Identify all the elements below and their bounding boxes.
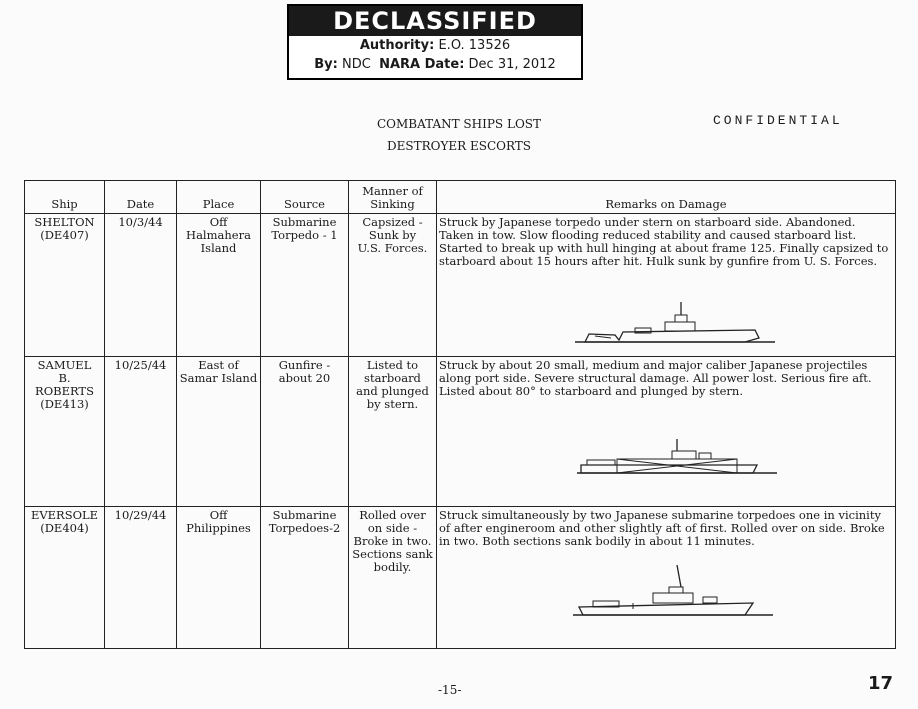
remarks-cell: [437, 357, 896, 507]
table-row: [25, 507, 896, 649]
manner-cell: [349, 357, 437, 507]
ship-name: SAMUEL: [37, 358, 92, 372]
place-line: Philippines: [186, 521, 251, 535]
stamp-authority-value: E.O. 13526: [438, 38, 511, 53]
ship-name-3: ROBERTS: [35, 384, 94, 398]
date-cell: 10/25/44: [105, 357, 177, 507]
document-title: COMBATANT SHIPS LOST: [376, 117, 542, 131]
stamp-by-label: By:: [314, 57, 338, 72]
date-cell: 10/29/44: [105, 507, 177, 649]
remarks-cell: [437, 214, 896, 357]
place-line: Samar Island: [179, 371, 258, 385]
stamp-title: DECLASSIFIED: [289, 6, 581, 36]
manner-cell: [349, 507, 437, 649]
ship-damage-sketch: [573, 563, 773, 623]
manner-line: Rolled over: [359, 508, 426, 522]
table-header-row: [25, 181, 896, 214]
col-header-remarks: Remarks on Damage: [437, 181, 896, 214]
stamp-authority-label: Authority:: [359, 38, 435, 53]
remarks-text: Struck simultaneously by two Japanese submarine torpedoes one in vicinity of after engineroom and other slightly aft of first. Rolled over on side. Broke in two. Both sections sank bodily in about 11 minutes.: [439, 508, 885, 548]
source-cell: [261, 357, 349, 507]
place-line: Island: [200, 241, 237, 255]
source-line: about 20: [278, 371, 331, 385]
remarks-text: Struck by about 20 small, medium and major caliber Japanese projectiles along port side. Severe structural damage. All power lost. Serious fire aft. Listed about 80° to starboard and plunged by stern.: [439, 358, 872, 398]
ship-name: SHELTON: [34, 215, 95, 229]
place-line: Off: [209, 215, 228, 229]
stamp-nara-label: NARA Date:: [379, 57, 465, 72]
stamp-nara-value: Dec 31, 2012: [468, 57, 556, 72]
table-row: [25, 357, 896, 507]
table-row: [25, 214, 896, 357]
source-line: Gunfire -: [278, 358, 331, 372]
stamp-by-value: NDC: [341, 57, 371, 72]
source-line: Submarine: [272, 508, 337, 522]
ship-damage-sketch: [577, 435, 777, 480]
ship-name: EVERSOLE: [30, 508, 99, 522]
ship-hull: (DE413): [40, 397, 89, 411]
ship-damage-sketch: [575, 302, 775, 352]
manner-line: Capsized -: [362, 215, 423, 229]
ship-cell: [25, 357, 105, 507]
col-header-source: Source: [261, 181, 349, 214]
date-cell: 10/3/44: [105, 214, 177, 357]
col-header-manner: [349, 181, 437, 214]
source-cell: [261, 214, 349, 357]
source-line: Torpedo - 1: [271, 228, 338, 242]
place-line: Off: [209, 508, 228, 522]
ship-hull: (DE407): [40, 228, 89, 242]
source-cell: [261, 507, 349, 649]
place-line: East of: [198, 358, 239, 372]
place-cell: [177, 357, 261, 507]
manner-line: and plunged: [356, 384, 429, 398]
col-header-place: Place: [177, 181, 261, 214]
manner-cell: [349, 214, 437, 357]
manner-line: Broke in two.: [353, 534, 432, 548]
manner-line: U.S. Forces.: [357, 241, 428, 255]
col-header-date: Date: [105, 181, 177, 214]
stamp-by-line: [289, 55, 581, 74]
declassified-stamp: [287, 4, 583, 80]
ship-hull: (DE404): [40, 521, 89, 535]
document-subtitle: DESTROYER ESCORTS: [386, 139, 532, 153]
remarks-cell: [437, 507, 896, 649]
classification-mark: CONFIDENTIAL: [713, 113, 843, 128]
place-line: Halmahera: [186, 228, 251, 242]
source-line: Submarine: [272, 215, 337, 229]
manner-line: by stern.: [366, 397, 419, 411]
col-header-ship: Ship: [25, 181, 105, 214]
manner-line: Listed to: [366, 358, 419, 372]
place-cell: [177, 507, 261, 649]
place-cell: [177, 214, 261, 357]
manner-line: bodily.: [373, 560, 412, 574]
page-number: -15-: [438, 683, 462, 697]
ship-cell: [25, 214, 105, 357]
corner-page-number: 17: [868, 673, 894, 694]
ship-cell: [25, 507, 105, 649]
source-line: Torpedoes-2: [268, 521, 341, 535]
stamp-authority: [289, 36, 581, 55]
remarks-text: Struck by Japanese torpedo under stern on starboard side. Abandoned. Taken in tow. Slow flooding reduced stability and caused starboard list. Started to break up with hull hinging at about frame 125. Finally capsized to starboard about 15 hours after hit. Hulk sunk by gunfire from U. S. Forces.: [439, 215, 889, 268]
manner-line: Sunk by: [368, 228, 417, 242]
ships-lost-table: [24, 180, 896, 649]
manner-line: Sections sank: [352, 547, 433, 561]
ship-name-2: B.: [58, 371, 71, 385]
manner-line: starboard: [364, 371, 421, 385]
col-header-manner-line2: Sinking: [370, 197, 415, 211]
manner-line: on side -: [367, 521, 418, 535]
col-header-manner-line1: Manner of: [362, 184, 423, 198]
